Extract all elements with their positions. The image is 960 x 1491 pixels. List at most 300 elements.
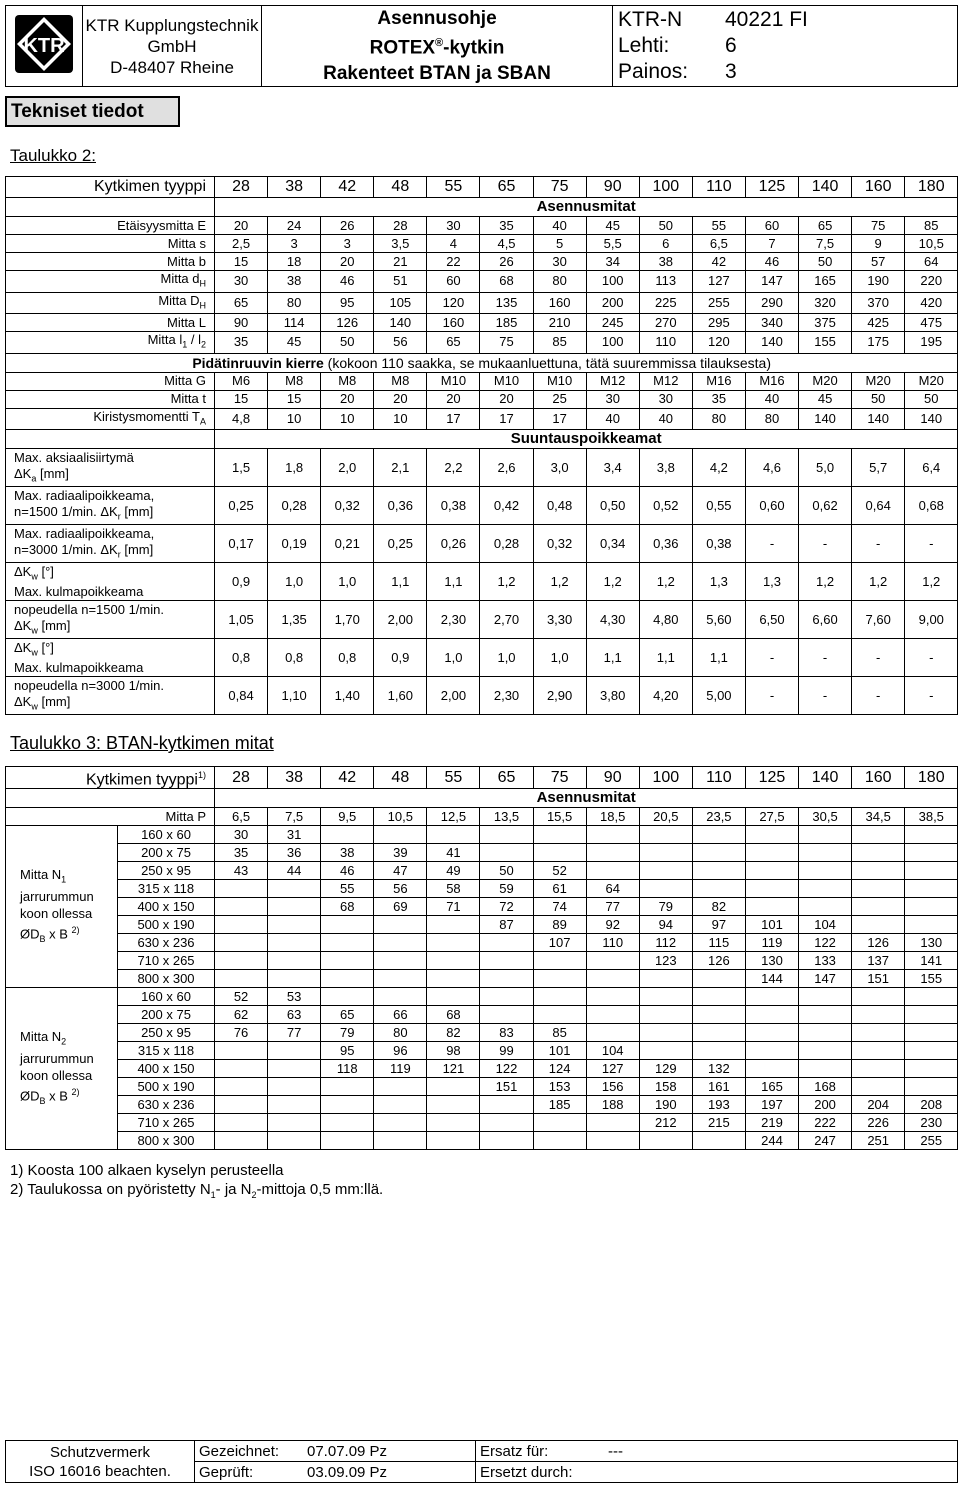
value-cell: 175 [852, 332, 905, 354]
size-header: 110 [692, 767, 745, 789]
value-cell: 475 [905, 314, 958, 332]
value-cell: 165 [745, 1078, 798, 1096]
value-cell [692, 970, 745, 988]
value-cell [268, 1132, 321, 1150]
value-cell: 153 [533, 1078, 586, 1096]
value-cell [215, 1042, 268, 1060]
value-cell [852, 898, 905, 916]
row-label-sub2: 2 [200, 339, 206, 350]
value-cell: 56 [374, 332, 427, 354]
value-cell: 1,1 [586, 639, 639, 677]
value-cell [427, 952, 480, 970]
value-cell [480, 1114, 533, 1132]
value-cell [268, 1096, 321, 1114]
value-cell: M10 [427, 372, 480, 390]
value-cell: 420 [905, 292, 958, 314]
value-cell: 133 [799, 952, 852, 970]
value-cell [745, 1060, 798, 1078]
brake-drum-size: 630 x 236 [118, 1096, 215, 1114]
row-label-line2 [14, 660, 212, 676]
value-cell [639, 1006, 692, 1024]
value-cell: 122 [480, 1060, 533, 1078]
value-cell: 50 [852, 390, 905, 408]
size-header: 28 [215, 767, 268, 789]
value-cell: 212 [639, 1114, 692, 1132]
value-cell: 15 [215, 390, 268, 408]
value-cell: 46 [321, 862, 374, 880]
value-cell: 83 [480, 1024, 533, 1042]
value-cell [639, 1042, 692, 1060]
value-cell [427, 1132, 480, 1150]
value-cell: 230 [905, 1114, 958, 1132]
value-cell: 1,2 [533, 563, 586, 601]
value-cell: 115 [692, 934, 745, 952]
value-cell [692, 988, 745, 1006]
company-address: D-48407 Rheine [110, 57, 234, 77]
value-cell [321, 916, 374, 934]
value-cell: 1,1 [427, 563, 480, 601]
value-cell [321, 826, 374, 844]
value-cell: M8 [321, 372, 374, 390]
value-cell [215, 970, 268, 988]
value-cell: 75 [852, 217, 905, 235]
value-cell: 41 [427, 844, 480, 862]
value-cell: - [799, 525, 852, 563]
value-cell: 45 [799, 390, 852, 408]
replaces-label: Ersatz für: [476, 1441, 605, 1462]
value-cell: 20 [321, 253, 374, 271]
table-row [6, 898, 958, 916]
value-cell: 46 [321, 271, 374, 293]
table2 [5, 176, 958, 715]
value-cell: 30,5 [799, 808, 852, 826]
row-label-line1 [14, 640, 212, 661]
value-cell: 10 [374, 408, 427, 430]
value-cell: 220 [905, 271, 958, 293]
value-cell: 4,20 [639, 677, 692, 715]
value-cell: 89 [533, 916, 586, 934]
table3-caption: Taulukko 3: BTAN-kytkimen mitat [10, 733, 274, 753]
value-cell: 59 [480, 880, 533, 898]
value-cell [215, 1060, 268, 1078]
value-cell: 160 [533, 292, 586, 314]
value-cell [480, 988, 533, 1006]
value-cell [799, 880, 852, 898]
value-cell: 0,28 [480, 525, 533, 563]
value-cell: 50 [799, 253, 852, 271]
table-row [6, 292, 958, 314]
value-cell: 15 [268, 390, 321, 408]
value-cell: 15,5 [533, 808, 586, 826]
value-cell: 5 [533, 235, 586, 253]
value-cell: 27,5 [745, 808, 798, 826]
value-cell [799, 844, 852, 862]
value-cell [639, 880, 692, 898]
row-label-line1 [14, 450, 212, 466]
value-cell [799, 898, 852, 916]
value-cell [799, 1024, 852, 1042]
value-cell [215, 1078, 268, 1096]
value-cell: - [852, 677, 905, 715]
value-cell: - [905, 639, 958, 677]
value-cell [215, 880, 268, 898]
value-cell [374, 916, 427, 934]
value-cell [427, 1078, 480, 1096]
value-cell [374, 826, 427, 844]
value-cell: 85 [533, 1024, 586, 1042]
value-cell [905, 988, 958, 1006]
value-cell [639, 862, 692, 880]
value-cell [692, 844, 745, 862]
value-cell: 4,30 [586, 601, 639, 639]
value-cell [745, 1024, 798, 1042]
row-label [6, 525, 215, 563]
value-cell: 245 [586, 314, 639, 332]
value-cell [374, 1096, 427, 1114]
value-cell: 53 [268, 988, 321, 1006]
value-cell: 161 [692, 1078, 745, 1096]
value-cell [374, 1132, 427, 1150]
value-cell: 55 [321, 880, 374, 898]
value-cell: 110 [586, 934, 639, 952]
value-cell [374, 1114, 427, 1132]
brake-drum-size: 160 x 60 [118, 988, 215, 1006]
value-cell: 119 [745, 934, 798, 952]
value-cell [427, 1114, 480, 1132]
value-cell: 190 [852, 271, 905, 293]
value-cell: 72 [480, 898, 533, 916]
value-cell [586, 862, 639, 880]
value-cell: 244 [745, 1132, 798, 1150]
value-cell: M20 [905, 372, 958, 390]
table-row [6, 1132, 958, 1150]
value-cell [268, 1114, 321, 1132]
value-cell [586, 988, 639, 1006]
table-row [6, 916, 958, 934]
value-cell: 20 [215, 217, 268, 235]
value-cell: 151 [852, 970, 905, 988]
size-header: 125 [745, 767, 798, 789]
value-cell: 30 [215, 826, 268, 844]
value-cell: 36 [268, 844, 321, 862]
row-label-text: Mitta l [147, 332, 183, 348]
value-cell [268, 970, 321, 988]
value-cell: 85 [533, 332, 586, 354]
value-cell: 82 [427, 1024, 480, 1042]
value-cell: 0,8 [215, 639, 268, 677]
value-cell [905, 862, 958, 880]
brake-drum-size: 710 x 265 [118, 1114, 215, 1132]
row-label-text: Mitta d [160, 271, 200, 286]
value-cell: 30 [639, 390, 692, 408]
value-cell [215, 1132, 268, 1150]
value-cell: 255 [692, 292, 745, 314]
value-cell [321, 970, 374, 988]
doc-title: Asennusohje [377, 8, 497, 30]
section-title: Tekniset tiedot [5, 96, 180, 127]
table-row [6, 563, 958, 601]
n1-label-d-sub: B [39, 934, 46, 945]
value-cell: 2,00 [374, 601, 427, 639]
doc-product-name: ROTEX [369, 37, 436, 59]
value-cell: 0,48 [533, 487, 586, 525]
row-label-sub: H [199, 278, 206, 289]
value-cell: 63 [268, 1006, 321, 1024]
size-header: 100 [639, 767, 692, 789]
row-label-unit: [mm] [37, 617, 71, 633]
value-cell [480, 934, 533, 952]
row-label-line2 [14, 584, 212, 600]
value-cell [745, 1006, 798, 1024]
n2-label-text: Mitta N [20, 1028, 62, 1044]
row-label [6, 217, 215, 235]
value-cell: 3 [268, 235, 321, 253]
value-cell: - [905, 525, 958, 563]
brake-drum-size: 315 x 118 [118, 1042, 215, 1060]
table-row [6, 253, 958, 271]
value-cell: 60 [745, 217, 798, 235]
n1-label-line3: koon ollessa [20, 906, 93, 922]
row-label [6, 235, 215, 253]
value-cell [799, 1006, 852, 1024]
size-header: 42 [321, 177, 374, 198]
value-cell: 6,5 [215, 808, 268, 826]
value-cell: 9,00 [905, 601, 958, 639]
value-cell [215, 898, 268, 916]
value-cell: 6,50 [745, 601, 798, 639]
value-cell: 77 [268, 1024, 321, 1042]
size-header: 65 [480, 767, 533, 789]
value-cell [745, 826, 798, 844]
value-cell: 85 [905, 217, 958, 235]
drawn-label: Gezeichnet: [195, 1441, 304, 1462]
value-cell: 95 [321, 1042, 374, 1060]
row-label-sub: w [31, 701, 38, 712]
value-cell: 0,25 [215, 487, 268, 525]
value-cell [321, 1114, 374, 1132]
value-cell: 80 [533, 271, 586, 293]
value-cell: 120 [692, 332, 745, 354]
value-cell: 6,5 [692, 235, 745, 253]
value-cell [905, 898, 958, 916]
value-cell: 9,5 [321, 808, 374, 826]
value-cell: 9 [852, 235, 905, 253]
value-cell [480, 844, 533, 862]
value-cell: 188 [586, 1096, 639, 1114]
value-cell [852, 880, 905, 898]
value-cell: 1,0 [533, 639, 586, 677]
table-row [6, 677, 958, 715]
value-cell [692, 862, 745, 880]
value-cell: 140 [374, 314, 427, 332]
n2-label-d: ØD [20, 1088, 40, 1104]
value-cell: 38 [639, 253, 692, 271]
value-cell [799, 1060, 852, 1078]
value-cell: 4,2 [692, 449, 745, 487]
value-cell [639, 1024, 692, 1042]
table-row [6, 988, 958, 1006]
value-cell: 270 [639, 314, 692, 332]
value-cell [905, 1078, 958, 1096]
value-cell: 79 [639, 898, 692, 916]
value-cell: 140 [905, 408, 958, 430]
value-cell [533, 988, 586, 1006]
brake-drum-size: 500 x 190 [118, 1078, 215, 1096]
value-cell: 30 [427, 217, 480, 235]
value-cell: 30 [533, 253, 586, 271]
value-cell: 47 [374, 862, 427, 880]
row-label-text: Mitta L [166, 314, 206, 330]
table-row [6, 639, 958, 677]
value-cell [427, 1096, 480, 1114]
row-label [6, 487, 215, 525]
value-cell: 40 [639, 408, 692, 430]
value-cell: M10 [480, 372, 533, 390]
value-cell: 1,1 [692, 639, 745, 677]
value-cell [639, 1132, 692, 1150]
value-cell: - [799, 639, 852, 677]
value-cell [692, 826, 745, 844]
value-cell: 1,05 [215, 601, 268, 639]
value-cell [745, 862, 798, 880]
value-cell: 79 [321, 1024, 374, 1042]
value-cell: 7,60 [852, 601, 905, 639]
size-header: 90 [586, 177, 639, 198]
value-cell [852, 826, 905, 844]
value-cell: 0,62 [799, 487, 852, 525]
value-cell [852, 1042, 905, 1060]
value-cell: 120 [427, 292, 480, 314]
value-cell [533, 844, 586, 862]
value-cell: 52 [533, 862, 586, 880]
type-label [6, 767, 215, 789]
value-cell [268, 934, 321, 952]
row-label-text2: / l [187, 332, 201, 348]
row-label-unit: [mm] [120, 541, 154, 557]
value-cell [427, 916, 480, 934]
n1-label-e: x B [45, 926, 72, 942]
value-cell [533, 1132, 586, 1150]
value-cell: 7 [745, 235, 798, 253]
value-cell: 3,0 [533, 449, 586, 487]
blank-cell [6, 789, 215, 808]
value-cell: 7,5 [799, 235, 852, 253]
sheet-number: 6 [725, 34, 737, 57]
value-cell: 2,30 [480, 677, 533, 715]
value-cell: 74 [533, 898, 586, 916]
value-cell: 1,0 [268, 563, 321, 601]
value-cell: 1,0 [427, 639, 480, 677]
value-cell: 10,5 [374, 808, 427, 826]
value-cell: 2,5 [215, 235, 268, 253]
value-cell: 122 [799, 934, 852, 952]
value-cell: M12 [586, 372, 639, 390]
value-cell: 0,21 [321, 525, 374, 563]
value-cell: 165 [799, 271, 852, 293]
value-cell: - [799, 677, 852, 715]
value-cell [321, 952, 374, 970]
row-label-sub: A [199, 416, 206, 427]
table-row [6, 1006, 958, 1024]
type-label-sup: 1) [197, 770, 206, 780]
value-cell: 112 [639, 934, 692, 952]
n2-label-d-sub: B [39, 1096, 46, 1107]
protection-note [6, 1441, 195, 1483]
row-label-text: Max. aksiaalisiirtymä [14, 449, 134, 465]
value-cell: 28 [374, 217, 427, 235]
value-cell: 4,8 [215, 408, 268, 430]
value-cell: 40 [745, 390, 798, 408]
value-cell [480, 952, 533, 970]
value-cell [852, 916, 905, 934]
document-header [5, 5, 958, 87]
row-label-text: Mitta D [158, 292, 200, 308]
table2-displacement-section-row [6, 430, 958, 449]
value-cell: 34,5 [852, 808, 905, 826]
value-cell [586, 970, 639, 988]
value-cell: 114 [268, 314, 321, 332]
value-cell: 156 [586, 1078, 639, 1096]
value-cell: 87 [480, 916, 533, 934]
table-row [6, 808, 958, 826]
table2-screw-section-row [6, 353, 958, 372]
row-label [6, 271, 215, 293]
value-cell: 0,68 [905, 487, 958, 525]
value-cell: 3,80 [586, 677, 639, 715]
row-label-text: ΔK [14, 639, 32, 655]
size-header: 48 [374, 767, 427, 789]
table-row [6, 1114, 958, 1132]
value-cell: 0,38 [427, 487, 480, 525]
value-cell: 76 [215, 1024, 268, 1042]
blank-cell [6, 198, 215, 217]
row-label-text: Etäisyysmitta E [117, 217, 206, 233]
row-label-text: Max. kulmapoikkeama [14, 660, 144, 676]
value-cell [480, 826, 533, 844]
table-row [6, 934, 958, 952]
value-cell [215, 952, 268, 970]
value-cell: 64 [905, 253, 958, 271]
table-row [6, 880, 958, 898]
brake-drum-size: 400 x 150 [118, 898, 215, 916]
value-cell: 1,3 [692, 563, 745, 601]
value-cell: 0,42 [480, 487, 533, 525]
value-cell: 0,19 [268, 525, 321, 563]
row-label [6, 390, 215, 408]
value-cell: 71 [427, 898, 480, 916]
row-label-sub: w [31, 647, 38, 658]
protection-note-line1: Schutzvermerk [49, 1443, 151, 1461]
row-label-line1 [14, 678, 212, 694]
value-cell: 2,2 [427, 449, 480, 487]
value-cell: 60 [427, 271, 480, 293]
value-cell: 1,70 [321, 601, 374, 639]
value-cell: 5,5 [586, 235, 639, 253]
value-cell: M8 [268, 372, 321, 390]
value-cell [374, 934, 427, 952]
value-cell: 46 [745, 253, 798, 271]
n1-label-d: ØD [20, 926, 40, 942]
value-cell [692, 1006, 745, 1024]
value-cell: 77 [586, 898, 639, 916]
size-header: 38 [268, 767, 321, 789]
row-label-text: Max. radiaalipoikkeama, [14, 525, 155, 541]
value-cell: 0,9 [215, 563, 268, 601]
value-cell: 38 [321, 844, 374, 862]
value-cell: 320 [799, 292, 852, 314]
value-cell [268, 880, 321, 898]
value-cell [480, 1096, 533, 1114]
